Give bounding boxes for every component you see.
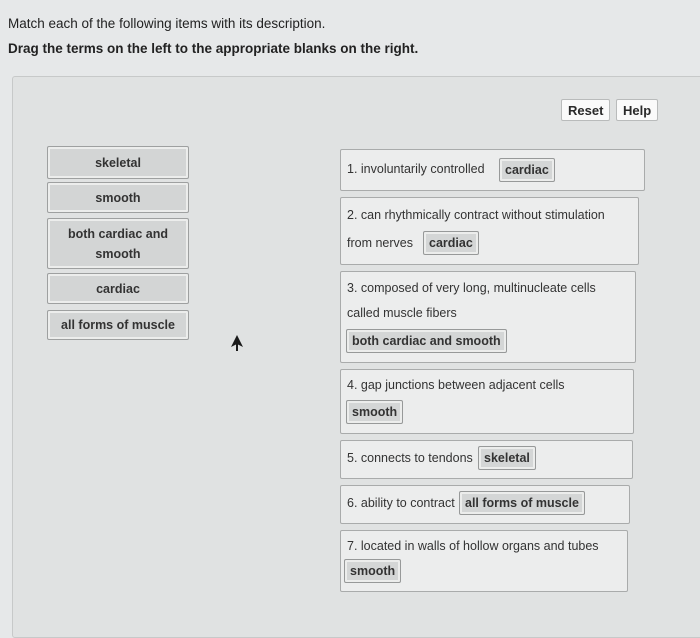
help-button[interactable]: Help xyxy=(616,99,658,121)
description-7-text: 7. located in walls of hollow organs and tubes xyxy=(347,539,599,553)
description-4-text: 4. gap junctions between adjacent cells xyxy=(347,378,565,392)
description-2-text-line1: 2. can rhythmically contract without stimulation xyxy=(347,208,605,222)
description-6 xyxy=(340,485,630,524)
term-smooth[interactable]: smooth xyxy=(47,182,189,213)
description-1-text: 1. involuntarily controlled xyxy=(347,162,485,176)
reset-button[interactable]: Reset xyxy=(561,99,610,121)
description-5 xyxy=(340,440,633,479)
description-1 xyxy=(340,149,645,191)
answer-slot-7[interactable]: smooth xyxy=(344,559,401,583)
description-2 xyxy=(340,197,639,265)
mouse-cursor-icon xyxy=(230,334,244,352)
answer-slot-5[interactable]: skeletal xyxy=(478,446,536,470)
instructions xyxy=(8,16,418,56)
answer-slot-4[interactable]: smooth xyxy=(346,400,403,424)
term-both-cardiac-and-smooth[interactable]: both cardiac and smooth xyxy=(47,218,189,269)
answer-slot-3[interactable]: both cardiac and smooth xyxy=(346,329,507,353)
term-all-forms-of-muscle[interactable]: all forms of muscle xyxy=(47,310,189,340)
description-3-text-line2: called muscle fibers xyxy=(347,306,457,320)
description-5-text: 5. connects to tendons xyxy=(347,451,473,465)
answer-slot-6[interactable]: all forms of muscle xyxy=(459,491,585,515)
description-7 xyxy=(340,530,628,592)
answer-slot-1[interactable]: cardiac xyxy=(499,158,555,182)
answer-slot-2[interactable]: cardiac xyxy=(423,231,479,255)
instructions-text: Match each of the following items with its description. xyxy=(8,16,326,31)
description-6-text: 6. ability to contract xyxy=(347,496,455,510)
description-2-text-line2: from nerves xyxy=(347,236,413,250)
description-4 xyxy=(340,369,634,434)
description-3 xyxy=(340,271,636,363)
description-3-text-line1: 3. composed of very long, multinucleate cells xyxy=(347,281,596,295)
drag-instructions: Drag the terms on the left to the appropriate blanks on the right. xyxy=(8,41,419,56)
term-skeletal[interactable]: skeletal xyxy=(47,146,189,179)
term-cardiac[interactable]: cardiac xyxy=(47,273,189,304)
